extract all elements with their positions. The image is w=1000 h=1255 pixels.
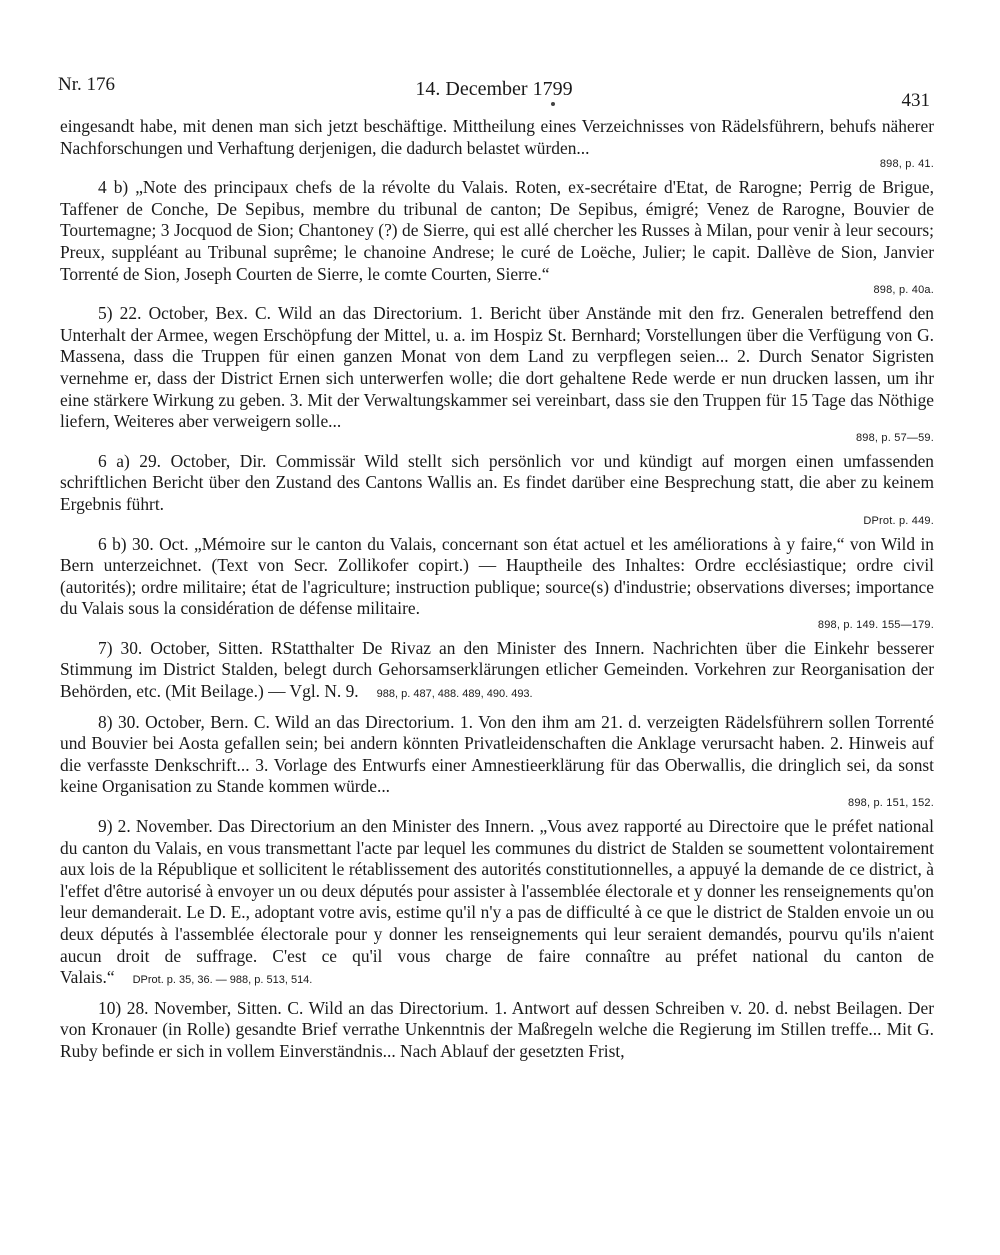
entry-paragraph: [60, 451, 934, 528]
archive-reference: 898, p. 41.: [879, 158, 934, 171]
body-text: [60, 116, 934, 1069]
entry-text: 6 a) 29. October, Dir. Commissär Wild stellt sich persönlich vor und kündigt auf morgen einen umfassenden schriftlichen Bericht über den Zustand des Cantons Wallis an. Es findet darüber eine Besprechung statt, die aber zu keinem Ergebnis führt.: [60, 450, 934, 514]
entry-text: 9) 2. November. Das Directorium an den Minister des Innern. „Vous avez rapporté au Directoire que le préfet national du canton du Valais, en vous transmettant l'acte par lequel les communes du district de Stalden se soumettent volontairement aux lois de la République et sollicitent le rétablissement des autorités constitutionnelles, a appuyé la demande de ce district, à l'effet d'être autorisé à envoyer un ou deux députés pour assister à l'assemblée électorale et y donner les renseignements qu'on leur demanderait. Le D. E., adoptant votre avis, estime qu'il n'y a pas de difficulté à ce que le district de Stalden envoie un ou deux députés à l'assemblée électorale pour y donner les renseignements qui leur seraient demandés, pourvu qu'ils n'aient aucun droit de suffrage. C'est ce qu'il vous charge de faire connaître au préfet national du canton de Valais.“: [60, 816, 934, 988]
page-header: [58, 72, 930, 111]
entry-paragraph: [60, 177, 934, 297]
entry-paragraph: [60, 534, 934, 632]
archive-reference: 898, p. 57—59.: [855, 431, 934, 444]
entry-text: 5) 22. October, Bex. C. Wild an das Directorium. 1. Bericht über Anstände mit den frz. Generalen betreffend den Unterhalt der Armee, wegen Erschöpfung der Mittel, u. a. im Hospiz St. Bernhard; Vorstellungen über die Verfügung von G. Massena, dass die Truppen für einen ganzen Monat von dem Land zu verpflegen seien... 2. Durch Senator Sigristen vernehme er, dass der District Ernen sich unterwerfen wolle; die dort gehaltene Rede werde er nun drucken lassen, um ihr eine stärkere Wirkung zu geben. 3. Mit der Verwaltungskammer sei vereinbart, dass sie den Truppen für 15 Tage das Nöthige liefern, Weiteres aber verweigern solle...: [60, 303, 934, 432]
entry-paragraph: [60, 303, 934, 445]
document-number: Nr. 176: [58, 74, 115, 95]
entry-paragraph: [60, 116, 934, 171]
entry-paragraph: [60, 638, 934, 706]
entry-text: eingesandt habe, mit denen man sich jetzt beschäftige. Mittheilung eines Verzeichnisses von Rädelsführern, behufs näherer Nachforschungen und Verhaftung derjenigen, die dadurch belastet würden...: [60, 116, 934, 158]
archive-reference: 898, p. 151, 152.: [848, 797, 934, 810]
entry-paragraph: [60, 998, 934, 1063]
entry-paragraph: [60, 816, 934, 992]
entry-text: 7) 30. October, Sitten. RStatthalter De Rivaz an den Minister des Innern. Nachrichten über die Einkehr besserer Stimmung im District Stalden, belegt durch Gehorsamserklärungen etlicher Gemeinden. Vorkehren zur Reorganisation der Behörden, etc. (Mit Beilage.) — Vgl. N. 9.: [60, 637, 934, 702]
header-date: 14. December 1799: [415, 78, 573, 100]
entry-text: 6 b) 30. Oct. „Mémoire sur le canton du Valais, concernant son état actuel et les améliorations à y faire,“ von Wild in Bern unterzeichnet. (Text von Secr. Zollikofer copirt.) — Hauptheile des Inhaltes: Ordre ecclésiastique; ordre civil (autorités); ordre militaire; état de l'agriculture; instruction publique; source(s) d'industrie; observations diverses; importance du Valais sous la considération de défense militaire.: [60, 533, 934, 619]
entry-text: 10) 28. November, Sitten. C. Wild an das Directorium. 1. Antwort auf dessen Schreiben v. 20. d. nebst Beilagen. Der von Kronauer (in Rolle) gesandte Brief verrathe Unkenntnis der Maßregeln welche die Regierung im Stillen treffe... Mit G. Ruby befinde er sich in vollem Einverständnis... Nach Ablauf der gesetzten Frist,: [60, 997, 934, 1061]
entry-text: 4 b) „Note des principaux chefs de la révolte du Valais. Roten, ex-secrétaire d'Etat, de Rarogne; Perrig de Brigue, Taffener de Conche, De Sepibus, membre du tribunal de canton; De Sepibus, émigré; Venez de Rarogne, Bouvier de Tourtemagne; 3 Jocquod de Sion; Chantoney (?) de Sierre, qui est allé chercher les Russes à Milan, pour venir à leur secours; Preux, suppléant au Tribunal suprême; le chanoine Andrese; le curé de Loëche, Julier; le capit. Dallève de Sion, Janvier Torrenté de Sion, Joseph Courten de Sierre, le comte Courten, Sierre.“: [60, 177, 934, 284]
archive-reference: 898, p. 149. 155—179.: [817, 618, 934, 631]
entry-paragraph: [60, 712, 934, 810]
archive-reference: 898, p. 40a.: [873, 284, 934, 297]
page-number: 431: [901, 90, 930, 111]
archive-reference: 988, p. 487, 488. 489, 490. 493.: [376, 688, 533, 701]
entry-text: 8) 30. October, Bern. C. Wild an das Directorium. 1. Von den ihm am 21. d. verzeigten Rädelsführern sollen Torrenté und Bouvier bei Aosta gefallen sein; bei andern könnten Privatleidenschaften die Anklage verursacht haben. 2. Hinweis auf die verfasste Denkschrift... 3. Vorlage des Entwurfs einer Amnestieerklärung für das Oberwallis, die dringlich sei, da sonst keine Organisation zu Stande kommen würde...: [60, 711, 934, 797]
header-dot-mark: [551, 102, 555, 106]
archive-reference: DProt. p. 35, 36. — 988, p. 513, 514.: [132, 974, 313, 987]
archive-reference: DProt. p. 449.: [863, 514, 934, 527]
